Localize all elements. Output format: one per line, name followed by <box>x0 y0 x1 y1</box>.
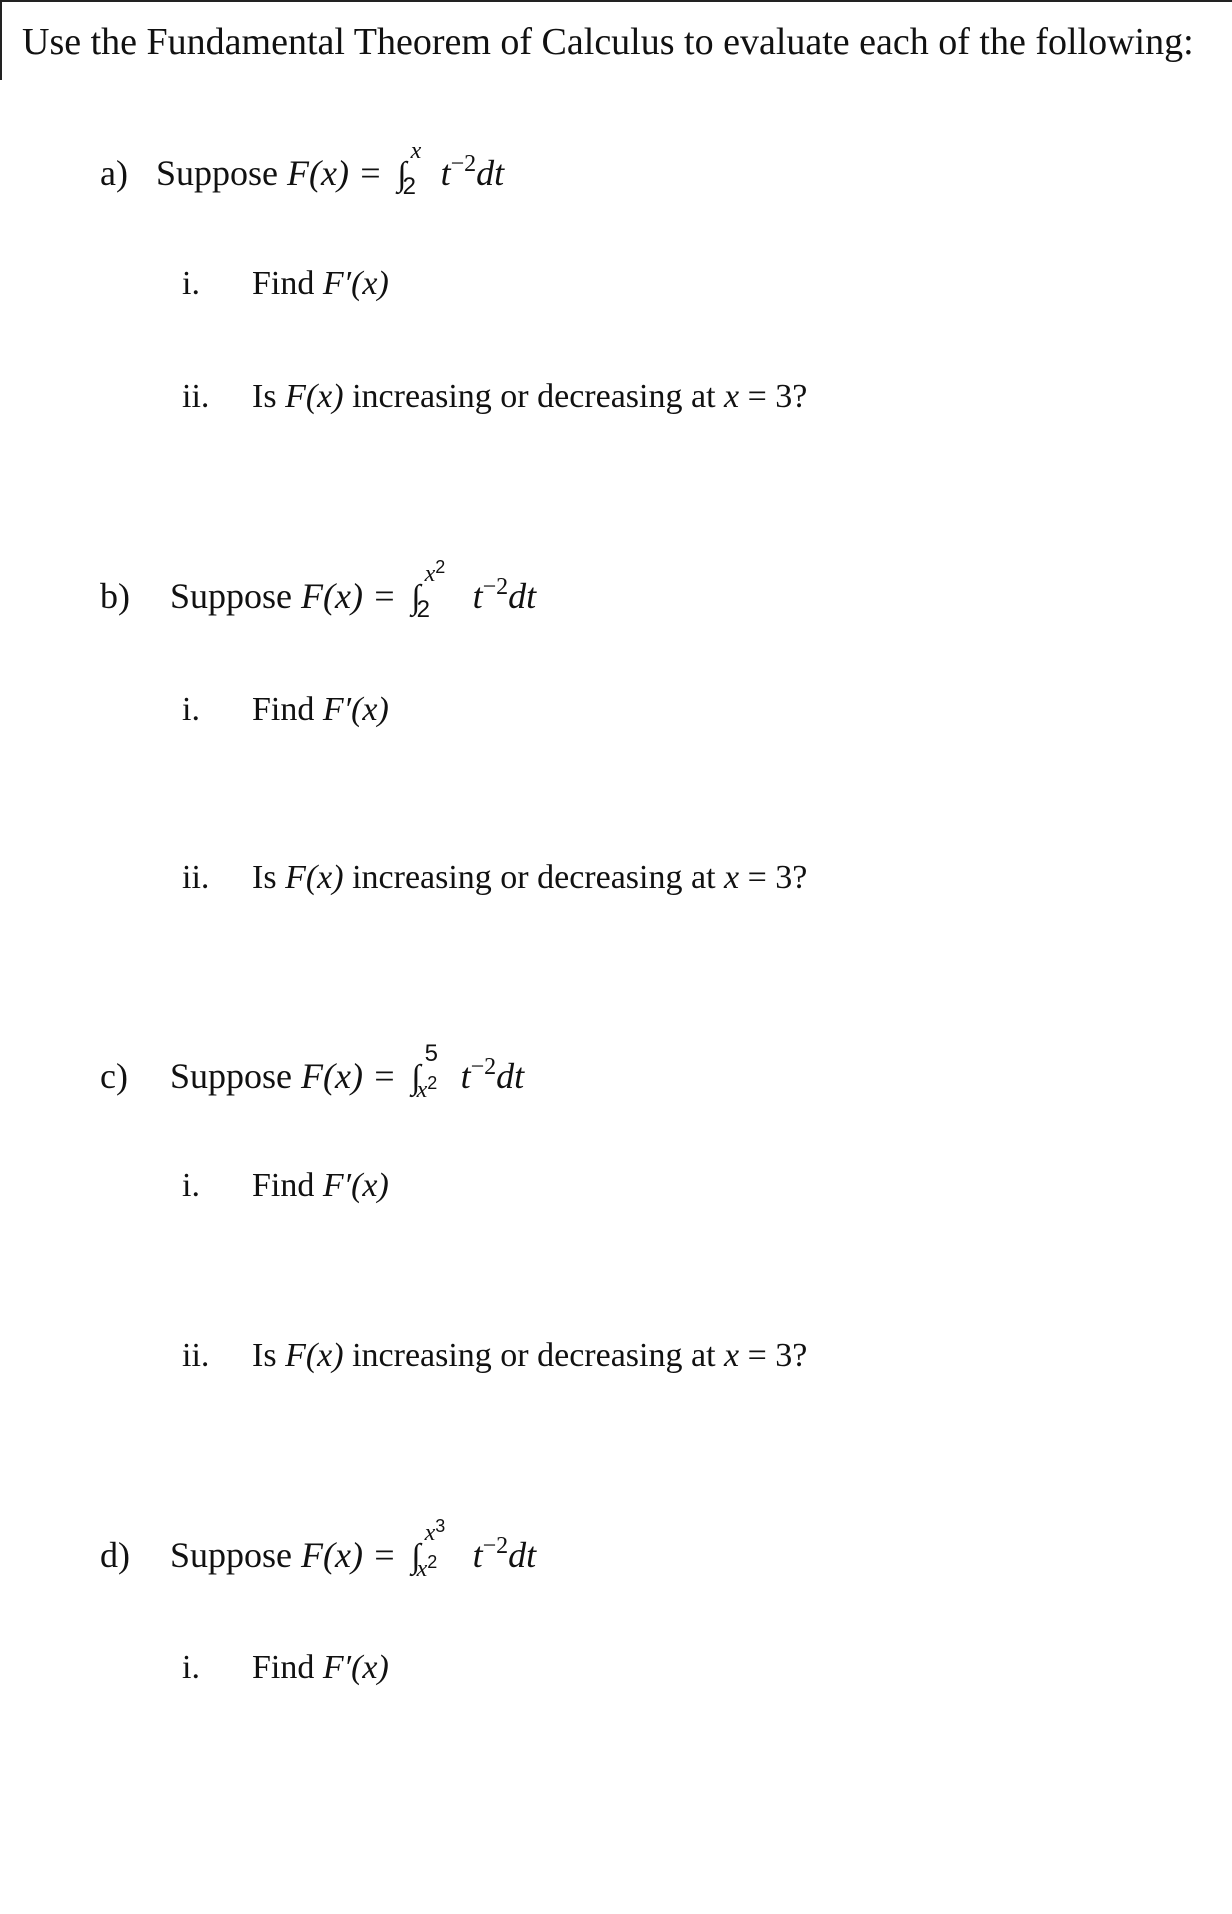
integral-sign: ∫ <box>411 579 421 616</box>
part-b-sub-ii: ii. Is F(x) increasing or decreasing at x = 3? <box>182 859 808 896</box>
part-c-integrand: $t^{-2}dt$ <box>460 1054 525 1096</box>
part-c-sub-i: i. Find F′(x) <box>182 1167 389 1204</box>
part-a-integrand: $t^{-2}dt$ <box>440 151 505 193</box>
integral-sign: ∫ <box>397 156 407 193</box>
integral-sign: ∫ <box>411 1538 421 1575</box>
part-b-lower-limit: 2 <box>416 596 430 623</box>
part-b-letter: b) <box>100 576 130 616</box>
part-a-statement <box>100 140 504 199</box>
part-b-function: F(x) = <box>301 576 397 616</box>
part-d-function: F(x) = <box>301 1535 397 1575</box>
part-b-upper-limit: $x^2$ <box>424 557 446 587</box>
part-b-integrand: $t^{-2}dt$ <box>472 574 537 616</box>
part-b-suppose: Suppose <box>170 576 293 616</box>
part-c-limits <box>416 1040 461 1103</box>
part-c-statement <box>100 1040 525 1103</box>
part-b-sub-i: i. Find F′(x) <box>182 691 389 728</box>
part-b-limits <box>416 557 473 623</box>
integral-sign: ∫ <box>411 1059 421 1096</box>
part-a-letter: a) <box>100 153 128 193</box>
part-d-letter: d) <box>100 1535 130 1575</box>
part-a-function: F(x) = <box>287 153 383 193</box>
part-c-sub-ii: ii. Is F(x) increasing or decreasing at x = 3? <box>182 1337 808 1374</box>
instruction-text: Use the Fundamental Theorem of Calculus to evaluate each of the following: <box>22 21 1194 63</box>
part-d-suppose: Suppose <box>170 1535 293 1575</box>
part-d-lower-limit: $x^2$ <box>416 1552 438 1582</box>
part-a-sub-ii: ii. Is F(x) increasing or decreasing at x = 3? <box>182 378 808 415</box>
part-a-upper-limit: x <box>410 138 422 164</box>
left-border <box>0 0 2 80</box>
part-c-suppose: Suppose <box>170 1056 293 1096</box>
part-d-sub-i: i. Find F′(x) <box>182 1649 389 1686</box>
part-d-integrand: $t^{-2}dt$ <box>472 1533 537 1575</box>
part-d-limits <box>416 1516 473 1582</box>
part-c-upper-limit: 5 <box>424 1040 438 1067</box>
part-c-letter: c) <box>100 1056 128 1096</box>
part-d-statement <box>100 1516 537 1582</box>
part-a-sub-i: i. Find F′(x) <box>182 265 389 302</box>
part-c-lower-limit: $x^2$ <box>416 1073 438 1103</box>
part-a-limits <box>402 138 441 200</box>
part-a-lower-limit: 2 <box>402 173 416 200</box>
part-a-suppose: Suppose <box>156 153 279 193</box>
part-c-function: F(x) = <box>301 1056 397 1096</box>
top-border <box>0 0 1232 2</box>
part-b-statement <box>100 557 537 623</box>
part-d-upper-limit: $x^3$ <box>424 1516 446 1546</box>
